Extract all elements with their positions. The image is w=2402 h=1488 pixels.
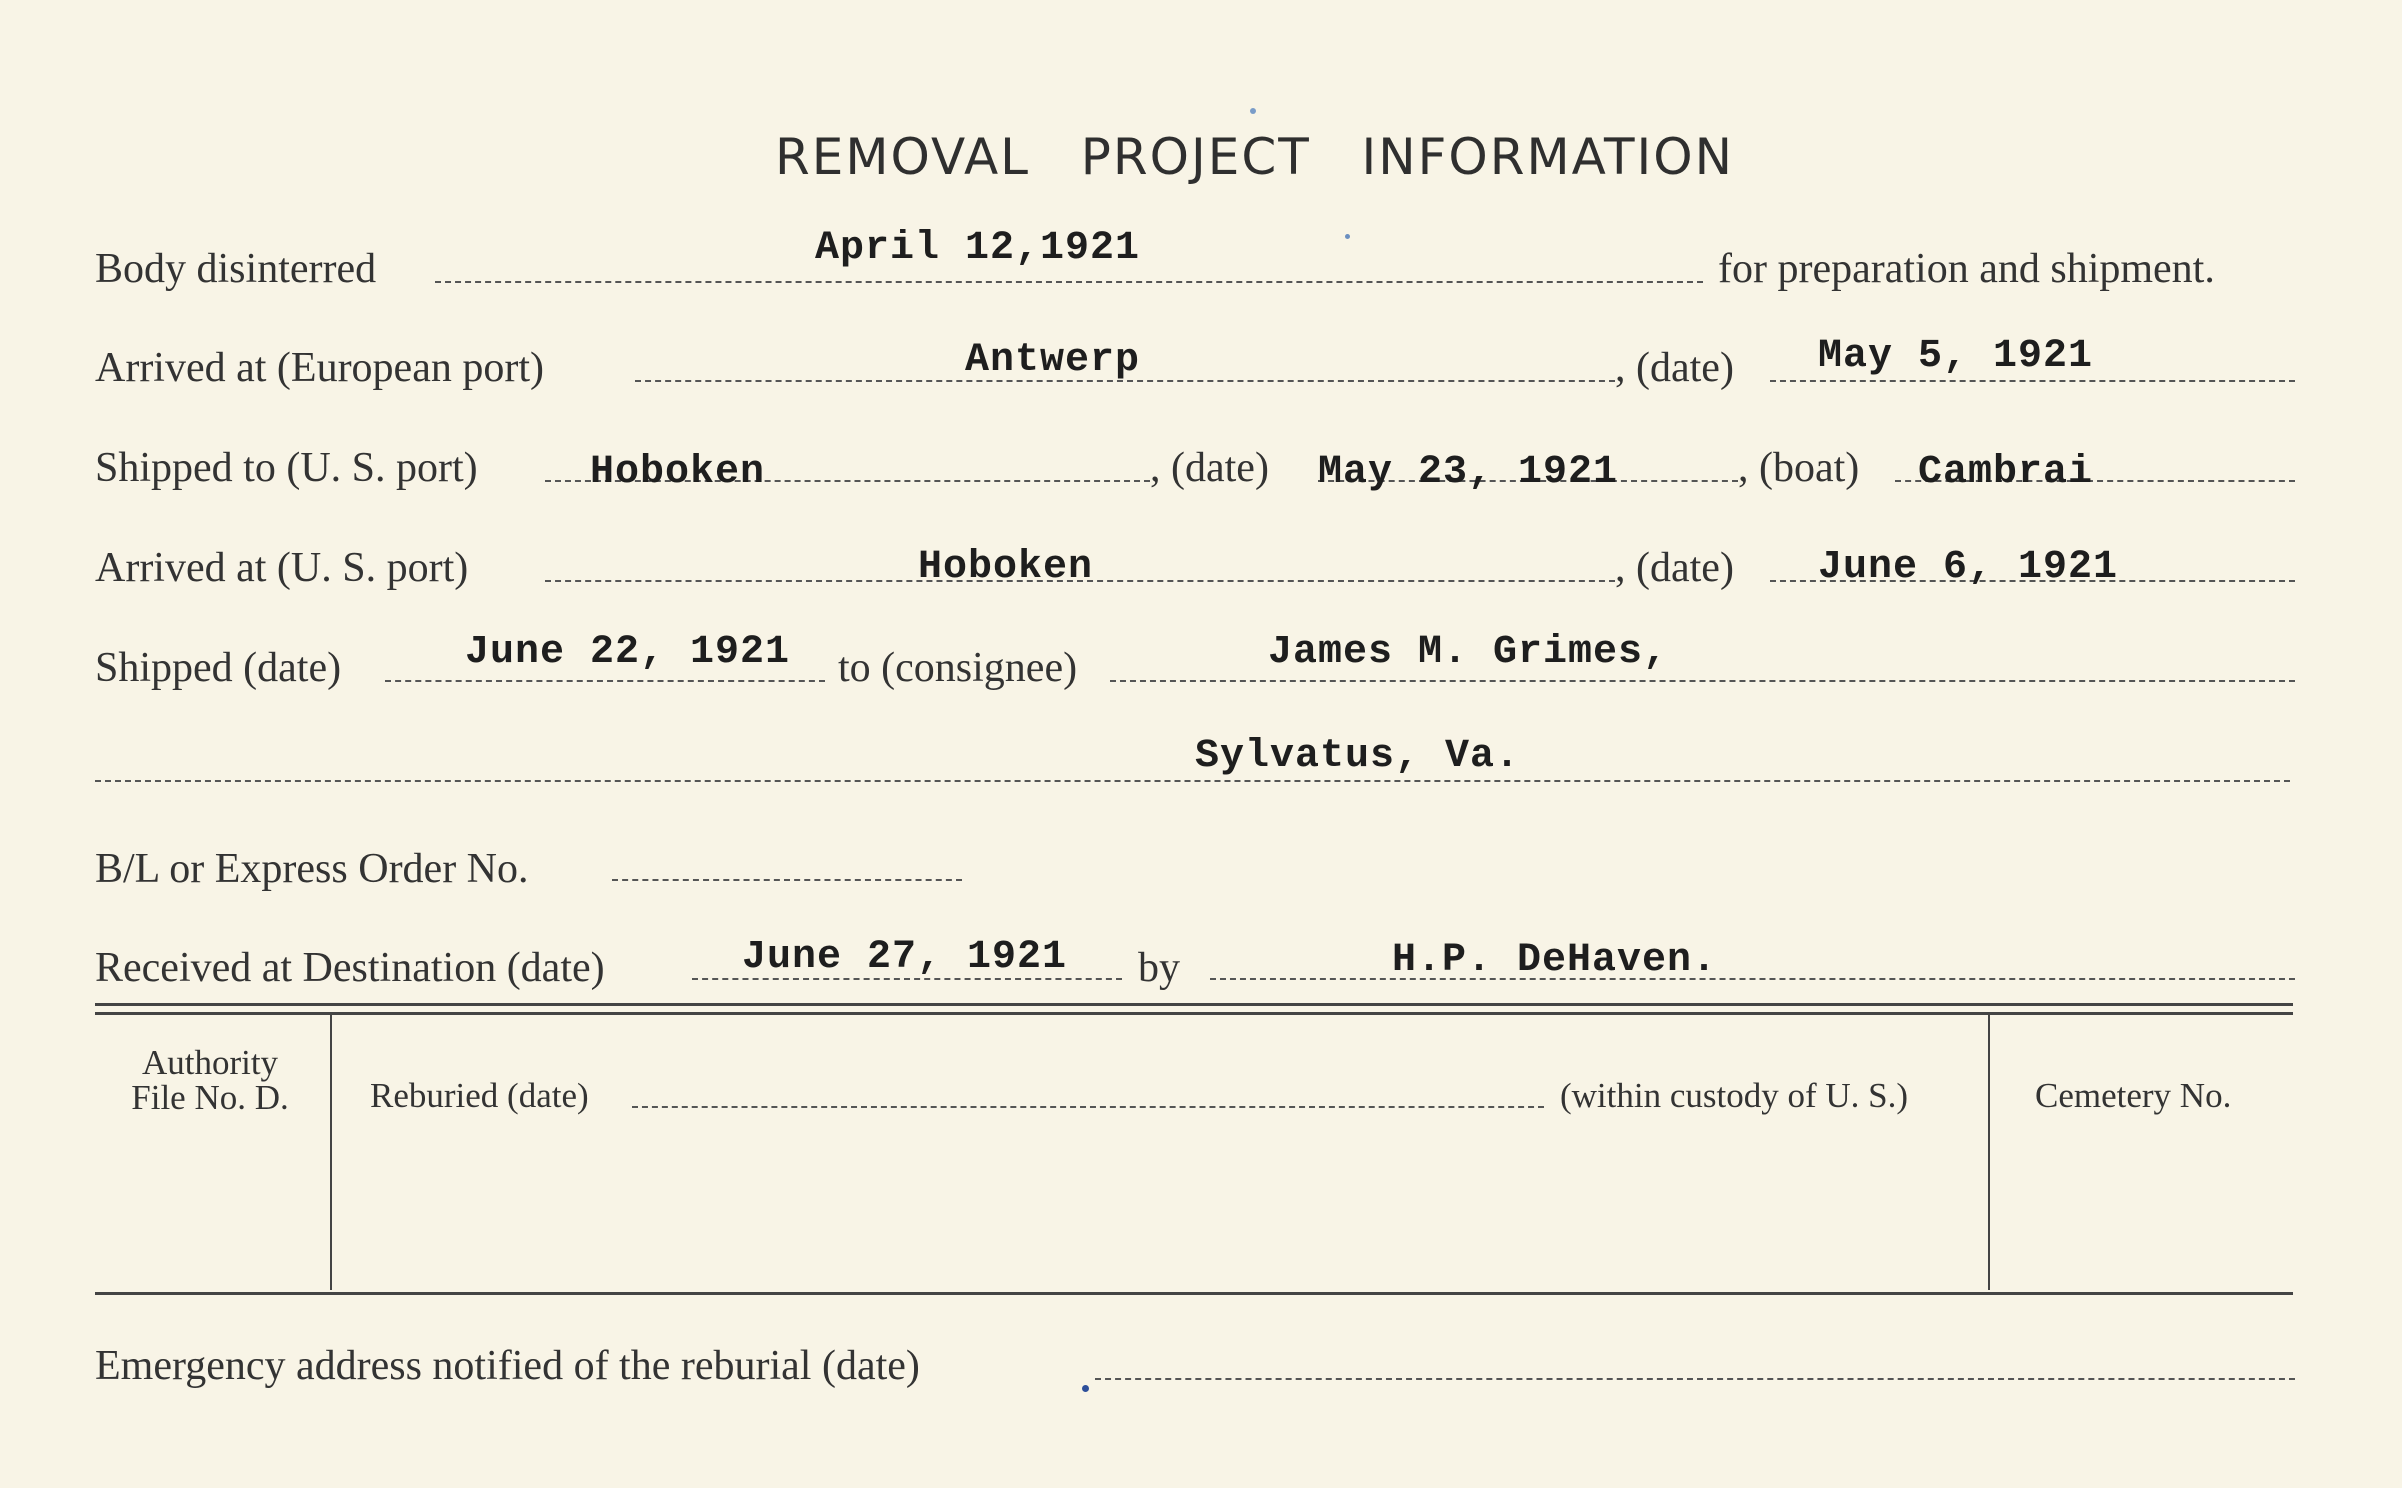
body-disinterred-value: April 12,1921 — [815, 226, 1141, 271]
arrived-us-date: June 6, 1921 — [1818, 545, 2119, 590]
arrived-us-label: Arrived at (U. S. port) — [95, 545, 469, 591]
authority-file-label — [110, 1045, 310, 1115]
consignee-line — [1110, 680, 2295, 682]
body-disinterred-line — [435, 281, 1703, 283]
shipped-date-line — [385, 680, 825, 682]
ink-speck-row1 — [1345, 234, 1350, 239]
double-rule-top — [95, 1003, 2293, 1006]
arrived-european-date: May 5, 1921 — [1818, 334, 2094, 379]
received-label: Received at Destination (date) — [95, 945, 605, 991]
authority-line1: Authority — [141, 1043, 279, 1082]
cemetery-label: Cemetery No. — [2035, 1076, 2232, 1115]
arrived-european-value: Antwerp — [965, 338, 1141, 383]
shipped-to-label: Shipped to (U. S. port) — [95, 445, 478, 491]
emergency-label: Emergency address notified of the reburial (date) — [95, 1343, 920, 1389]
custody-label: (within custody of U. S.) — [1560, 1076, 1909, 1115]
consignee-value: James M. Grimes, — [1268, 630, 1669, 675]
bl-line — [612, 879, 962, 881]
arrived-european-date-line — [1770, 380, 2295, 382]
arrived-us-value: Hoboken — [918, 545, 1094, 590]
shipped-to-value: Hoboken — [590, 450, 766, 495]
consignee-label: to (consignee) — [838, 645, 1078, 691]
title-project: PROJECT — [1080, 128, 1311, 186]
reburied-line — [632, 1106, 1544, 1108]
box-divider-right — [1988, 1015, 1990, 1290]
shipped-date-label: Shipped (date) — [95, 645, 342, 691]
box-divider-left — [330, 1015, 332, 1290]
consignee-address-line — [95, 780, 2290, 782]
consignee-address: Sylvatus, Va. — [1195, 734, 1521, 779]
emergency-line — [1095, 1378, 2295, 1380]
ink-speck-title — [1250, 108, 1256, 114]
reburied-label: Reburied (date) — [370, 1076, 589, 1115]
arrived-european-date-label: , (date) — [1615, 345, 1734, 391]
arrived-european-label: Arrived at (European port) — [95, 345, 544, 391]
authority-line2: File No. D. — [131, 1078, 289, 1117]
shipped-date-value: June 22, 1921 — [465, 630, 791, 675]
bl-label: B/L or Express Order No. — [95, 846, 529, 892]
boat-label: , (boat) — [1738, 445, 1860, 491]
title-information: INFORMATION — [1361, 128, 1735, 186]
body-disinterred-suffix: for preparation and shipment. — [1718, 246, 2215, 292]
shipped-to-date: May 23, 1921 — [1318, 450, 1619, 495]
ink-speck-emergency — [1082, 1385, 1089, 1392]
received-by: H.P. DeHaven. — [1392, 938, 1718, 983]
page-title — [775, 128, 1734, 186]
body-disinterred-label: Body disinterred — [95, 246, 377, 292]
title-removal-initial: REMOVAL — [775, 128, 1031, 186]
box-bottom-rule — [95, 1292, 2293, 1295]
received-by-line — [1210, 978, 2295, 980]
arrived-us-date-label: , (date) — [1615, 545, 1734, 591]
received-date: June 27, 1921 — [742, 935, 1068, 980]
double-rule-bottom — [95, 1012, 2293, 1015]
boat-value: Cambrai — [1918, 450, 2094, 495]
by-label: by — [1138, 945, 1180, 991]
shipped-to-date-label: , (date) — [1150, 445, 1269, 491]
